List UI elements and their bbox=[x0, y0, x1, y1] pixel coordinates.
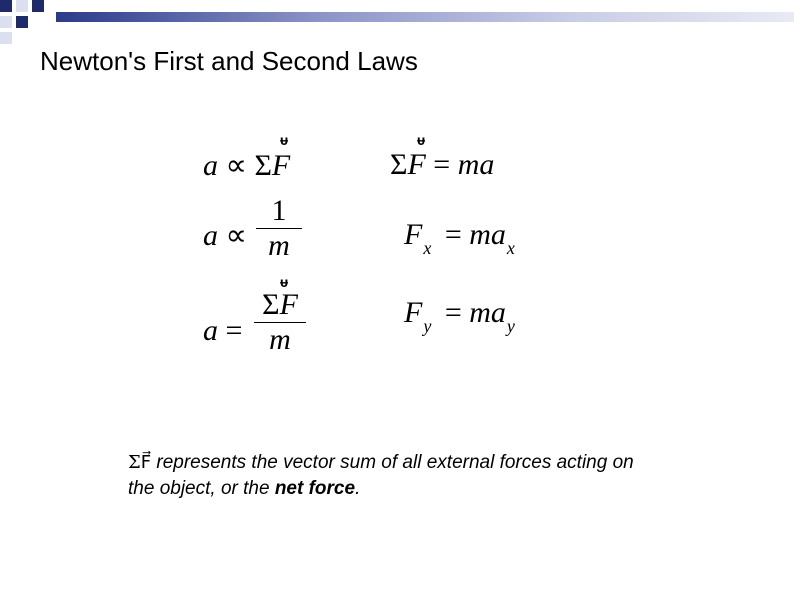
vector-mark-icon: ᵾ bbox=[417, 133, 426, 149]
right-equation-2 bbox=[404, 218, 515, 258]
vector-mark-icon: ᵾ bbox=[280, 275, 289, 291]
fraction-denominator: m bbox=[269, 323, 291, 356]
fraction-one-over-m bbox=[256, 194, 302, 263]
right-equation-1 bbox=[390, 148, 494, 182]
eq-force: F bbox=[271, 149, 291, 182]
eq-relation: ∝ bbox=[225, 219, 247, 252]
corner-square-4 bbox=[0, 16, 12, 28]
eq-relation: = bbox=[433, 148, 451, 181]
eq-lhs: a bbox=[203, 219, 218, 252]
eq-subscript: x bbox=[423, 238, 432, 258]
fraction-numerator: 1 bbox=[271, 194, 287, 227]
eq-rhs: ma bbox=[469, 218, 506, 251]
eq-force: F bbox=[404, 218, 423, 251]
corner-square-2 bbox=[16, 0, 28, 12]
eq-force: F bbox=[404, 296, 423, 329]
caption-end: . bbox=[355, 478, 361, 499]
eq-rhs: ma bbox=[469, 296, 506, 329]
fraction-numerator bbox=[254, 288, 306, 322]
caption-bold: net force bbox=[274, 478, 356, 499]
right-equation-3 bbox=[404, 296, 515, 336]
eq-force: F bbox=[407, 148, 426, 181]
header-bar bbox=[56, 12, 794, 22]
eq-relation: ∝ bbox=[225, 149, 247, 182]
eq-lhs: a bbox=[203, 314, 218, 347]
eq-subscript: y bbox=[506, 316, 515, 336]
eq-force: F bbox=[279, 288, 298, 321]
eq-sigma: Σ bbox=[262, 288, 280, 321]
eq-relation: = bbox=[225, 314, 243, 347]
eq-lhs: a bbox=[203, 149, 218, 182]
vector-mark-icon: ᵾ bbox=[280, 133, 289, 149]
caption-symbol: ΣF⃗ bbox=[128, 452, 152, 473]
eq-subscript: y bbox=[423, 316, 432, 336]
eq-rhs: ma bbox=[457, 148, 495, 181]
left-equation-1 bbox=[203, 148, 290, 183]
caption-text: represents the vector sum of all external forces acting on the object, or the bbox=[128, 452, 634, 499]
corner-square-5 bbox=[16, 16, 28, 28]
eq-sigma: Σ bbox=[390, 148, 408, 181]
corner-square-1 bbox=[0, 0, 12, 12]
eq-subscript: x bbox=[506, 238, 515, 258]
fraction-sumF-over-m bbox=[254, 288, 306, 357]
slide-title: Newton's First and Second Laws bbox=[40, 46, 418, 76]
caption bbox=[128, 450, 648, 502]
fraction-denominator: m bbox=[268, 229, 290, 262]
corner-square-3 bbox=[32, 0, 44, 12]
corner-square-6 bbox=[0, 32, 12, 44]
left-equation-2 bbox=[203, 218, 247, 253]
eq-relation: = bbox=[444, 218, 462, 251]
eq-relation: = bbox=[444, 296, 462, 329]
eq-sigma: Σ bbox=[254, 149, 272, 182]
left-equation-3 bbox=[203, 314, 242, 348]
